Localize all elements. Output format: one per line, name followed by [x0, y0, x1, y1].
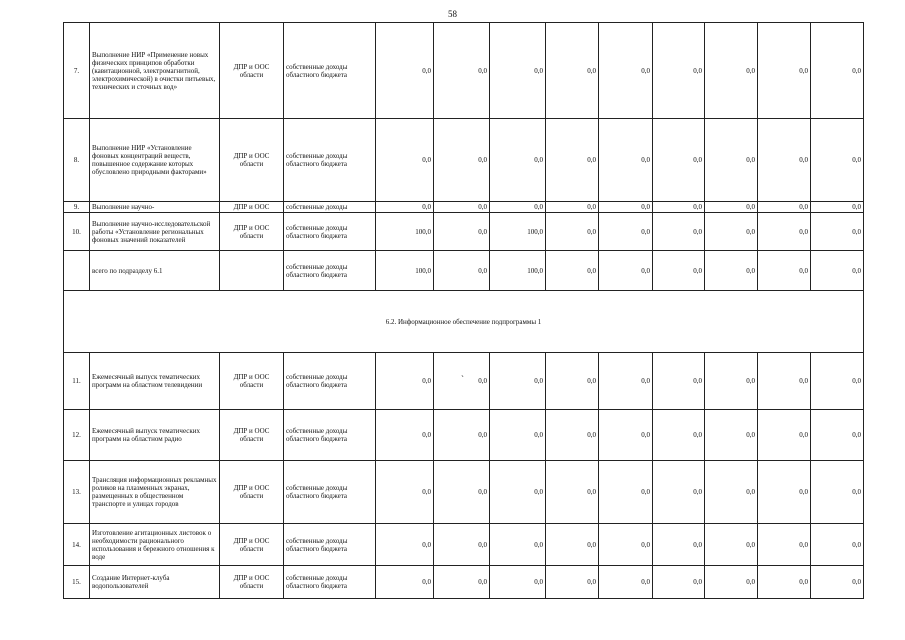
- amount-cell: [376, 213, 434, 251]
- row-number-text: 13.: [72, 488, 81, 496]
- activity-name-text: Выполнение научно-исследовательской работы «Установление региональных фоновых значений показателей: [92, 219, 211, 244]
- amount-cell-text: 0,0: [641, 227, 650, 236]
- budget-table: [63, 22, 864, 599]
- amount-cell: [811, 119, 864, 202]
- amount-cell-text: 0,0: [422, 377, 431, 385]
- amount-cell-text: 0,0: [746, 227, 755, 236]
- funding-source-text: собственные доходы областного бюджета: [286, 62, 348, 79]
- activity-name: [90, 461, 220, 524]
- table-row: [64, 566, 864, 599]
- amount-cell-text: 0,0: [746, 266, 755, 275]
- amount-cell: [546, 251, 599, 291]
- amount-cell-text: 0,0: [799, 266, 808, 275]
- row-number-text: 11.: [72, 377, 81, 385]
- funding-source: [284, 23, 376, 119]
- amount-cell-text: 0,0: [746, 203, 755, 211]
- funding-source: [284, 410, 376, 461]
- executor: [220, 410, 284, 461]
- amount-cell: [653, 410, 705, 461]
- executor-text: ДПР и ООС: [233, 203, 270, 211]
- amount-cell-text: 0,0: [587, 203, 596, 211]
- amount-cell: [705, 202, 758, 213]
- funding-source: [284, 566, 376, 599]
- amount-cell-text: 0,0: [534, 377, 543, 385]
- amount-cell-text: 0,0: [693, 266, 702, 275]
- amount-cell: [811, 251, 864, 291]
- amount-cell: [811, 353, 864, 410]
- amount-cell-text: 0,0: [534, 431, 543, 439]
- executor: [220, 23, 284, 119]
- activity-name-text: всего по подразделу 6.1: [92, 266, 163, 275]
- row-number: [64, 566, 90, 599]
- table-row: [64, 461, 864, 524]
- amount-cell-text: 0,0: [852, 66, 861, 75]
- amount-cell-text: 0,0: [641, 431, 650, 439]
- amount-cell: [599, 410, 653, 461]
- amount-cell-text: 0,0: [799, 203, 808, 211]
- page-number: 58: [448, 9, 457, 19]
- amount-cell: [653, 461, 705, 524]
- amount-cell: [811, 566, 864, 599]
- amount-cell-text: 0,0: [852, 431, 861, 439]
- amount-cell: [599, 202, 653, 213]
- row-number-text: 7.: [73, 66, 80, 75]
- amount-cell-text: 0,0: [478, 203, 487, 211]
- amount-cell-text: 0,0: [799, 431, 808, 439]
- section-title: 6.2. Информационное обеспечение подпрограммы 1: [64, 291, 864, 353]
- amount-cell: [490, 213, 546, 251]
- table-row: [64, 202, 864, 213]
- amount-cell-text: 0,0: [534, 203, 543, 211]
- amount-cell-text: 0,0: [478, 377, 487, 385]
- amount-cell: [546, 566, 599, 599]
- amount-cell-text: 0,0: [852, 578, 861, 586]
- amount-cell: [758, 119, 811, 202]
- amount-cell: [599, 461, 653, 524]
- amount-cell: [434, 213, 490, 251]
- amount-cell-text: 0,0: [746, 578, 755, 586]
- amount-cell-text: 0,0: [852, 488, 861, 496]
- amount-cell-text: 0,0: [641, 266, 650, 275]
- funding-source-text: собственные доходы областного бюджета: [286, 373, 348, 389]
- amount-cell: [376, 566, 434, 599]
- amount-cell-text: 0,0: [587, 431, 596, 439]
- amount-cell: [546, 23, 599, 119]
- amount-cell-text: 0,0: [852, 266, 861, 275]
- amount-cell-text: 0,0: [478, 431, 487, 439]
- amount-cell: [653, 251, 705, 291]
- executor: [220, 251, 284, 291]
- row-number: [64, 251, 90, 291]
- section-row: [64, 291, 864, 353]
- amount-cell-text: 0,0: [746, 377, 755, 385]
- amount-cell: [546, 524, 599, 566]
- amount-cell-text: 0,0: [422, 156, 431, 164]
- amount-cell-text: 0,0: [422, 431, 431, 439]
- activity-name-text: Создание Интернет-клуба водопользователей: [92, 574, 170, 590]
- activity-name: [90, 410, 220, 461]
- executor-text: ДПР и ООС области: [233, 152, 270, 168]
- amount-cell: [434, 566, 490, 599]
- amount-cell-text: 0,0: [534, 488, 543, 496]
- amount-cell-text: 0,0: [422, 488, 431, 496]
- amount-cell-text: 0,0: [587, 266, 596, 275]
- amount-cell-text: 0,0: [587, 227, 596, 236]
- amount-cell: [599, 213, 653, 251]
- amount-cell: [599, 251, 653, 291]
- row-number: [64, 119, 90, 202]
- amount-cell: [599, 353, 653, 410]
- amount-cell-text: 0,0: [422, 578, 431, 586]
- executor-text: ДПР и ООС области: [233, 62, 270, 79]
- executor-text: ДПР и ООС области: [233, 484, 270, 500]
- amount-cell: [705, 524, 758, 566]
- amount-cell: [811, 202, 864, 213]
- amount-cell: [599, 119, 653, 202]
- amount-cell-text: 0,0: [852, 156, 861, 164]
- row-number: [64, 202, 90, 213]
- funding-source: [284, 213, 376, 251]
- table-row: [64, 524, 864, 566]
- amount-cell: [705, 213, 758, 251]
- amount-cell: [758, 461, 811, 524]
- amount-cell-text: 0,0: [534, 578, 543, 586]
- amount-cell: [653, 213, 705, 251]
- amount-cell: [546, 461, 599, 524]
- executor: [220, 524, 284, 566]
- amount-cell-text: 0,0: [852, 377, 861, 385]
- amount-cell: [705, 119, 758, 202]
- funding-source: [284, 119, 376, 202]
- executor-text: ДПР и ООС области: [233, 427, 270, 443]
- amount-cell: [434, 119, 490, 202]
- amount-cell-text: 0,0: [799, 488, 808, 496]
- amount-cell-text: 0,0: [478, 227, 487, 236]
- row-number: [64, 524, 90, 566]
- activity-name-text: Ежемесячный выпуск тематических программ на областном радио: [92, 427, 200, 443]
- amount-cell: [490, 461, 546, 524]
- amount-cell: [705, 251, 758, 291]
- activity-name: [90, 524, 220, 566]
- activity-name: [90, 202, 220, 213]
- amount-cell: [376, 353, 434, 410]
- amount-cell: [376, 410, 434, 461]
- amount-cell-text: 0,0: [693, 66, 702, 75]
- amount-cell: [653, 23, 705, 119]
- amount-cell: [490, 524, 546, 566]
- activity-name: [90, 566, 220, 599]
- amount-cell: [376, 251, 434, 291]
- funding-source: [284, 461, 376, 524]
- amount-cell: [376, 202, 434, 213]
- amount-cell: [653, 119, 705, 202]
- amount-cell: [811, 213, 864, 251]
- activity-name-text: Ежемесячный выпуск тематических программ на областном телевидении: [92, 373, 203, 389]
- activity-name-text: Выполнение НИР «Установление фоновых концентраций веществ, повышенное содержание которых обусловлено природными факторами»: [92, 144, 207, 176]
- amount-cell-text: 0,0: [641, 540, 650, 549]
- row-number: [64, 213, 90, 251]
- amount-cell-text: 0,0: [746, 431, 755, 439]
- executor: [220, 461, 284, 524]
- amount-cell-text: 0,0: [478, 266, 487, 275]
- table-row: [64, 23, 864, 119]
- amount-cell: [546, 353, 599, 410]
- amount-cell: [758, 23, 811, 119]
- amount-cell-text: 100,0: [415, 266, 431, 275]
- activity-name: [90, 353, 220, 410]
- amount-cell-text: 0,0: [641, 488, 650, 496]
- funding-source: [284, 202, 376, 213]
- amount-cell: [599, 524, 653, 566]
- amount-cell: [546, 202, 599, 213]
- executor: [220, 353, 284, 410]
- amount-cell: [705, 23, 758, 119]
- amount-cell-text: 0,0: [852, 540, 861, 549]
- amount-cell: [490, 353, 546, 410]
- funding-source-text: собственные доходы: [286, 203, 348, 211]
- amount-cell-text: 0,0: [693, 488, 702, 496]
- amount-cell-text: 0,0: [478, 156, 487, 164]
- amount-cell-text: 0,0: [641, 203, 650, 211]
- amount-cell-text: 0,0: [746, 488, 755, 496]
- amount-cell-text: 0,0: [641, 377, 650, 385]
- amount-cell: [490, 410, 546, 461]
- row-number-text: 9.: [73, 203, 80, 211]
- row-number-text: 14.: [72, 540, 81, 549]
- amount-cell: [758, 410, 811, 461]
- amount-cell-text: 0,0: [852, 203, 861, 211]
- amount-cell-text: 0,0: [799, 377, 808, 385]
- activity-name: [90, 23, 220, 119]
- amount-cell-text: 100,0: [527, 266, 543, 275]
- row-number-text: 15.: [72, 578, 81, 586]
- amount-cell: [599, 566, 653, 599]
- amount-cell: [434, 202, 490, 213]
- amount-cell-text: 0,0: [478, 540, 487, 549]
- amount-cell-text: 0,0: [587, 156, 596, 164]
- amount-cell: [490, 202, 546, 213]
- amount-cell-text: 0,0: [422, 203, 431, 211]
- amount-cell: [546, 119, 599, 202]
- row-number-text: 12.: [72, 431, 81, 439]
- funding-source-text: собственные доходы областного бюджета: [286, 574, 348, 590]
- activity-name-text: Изготовление агитационных листовок о необходимости рационального использования и бережного отношения к воде: [92, 528, 215, 561]
- amount-cell-text: 0,0: [799, 227, 808, 236]
- amount-cell: [758, 524, 811, 566]
- amount-cell: [376, 524, 434, 566]
- activity-name-text: Выполнение НИР «Применение новых физических принципов обработки (кавитационной, электромагнитной, электрохимической) в очистки питьевых, технических и сточных вод»: [92, 50, 216, 91]
- amount-cell: [490, 119, 546, 202]
- funding-source-text: собственные доходы областного бюджета: [286, 152, 348, 168]
- activity-name: [90, 119, 220, 202]
- amount-cell-text: 0,0: [587, 578, 596, 586]
- amount-cell-text: 0,0: [799, 578, 808, 586]
- amount-cell-text: 0,0: [478, 66, 487, 75]
- row-number-text: 10.: [72, 227, 81, 236]
- funding-source: [284, 524, 376, 566]
- funding-source: [284, 353, 376, 410]
- executor: [220, 202, 284, 213]
- amount-cell: [653, 566, 705, 599]
- amount-cell-text: 0,0: [587, 488, 596, 496]
- amount-cell: [653, 202, 705, 213]
- amount-cell: [811, 524, 864, 566]
- funding-source-text: собственные доходы областного бюджета: [286, 262, 348, 279]
- amount-cell: [490, 23, 546, 119]
- amount-cell: [758, 251, 811, 291]
- amount-cell-text: 0,0: [587, 540, 596, 549]
- amount-cell-text: 0,0: [534, 66, 543, 75]
- amount-cell-text: 0,0: [693, 431, 702, 439]
- amount-cell: [811, 410, 864, 461]
- amount-cell-text: 0,0: [746, 156, 755, 164]
- amount-cell-text: 0,0: [534, 540, 543, 549]
- row-number: [64, 23, 90, 119]
- amount-cell-text: 0,0: [422, 540, 431, 549]
- amount-cell: [490, 566, 546, 599]
- executor-text: ДПР и ООС области: [233, 536, 270, 553]
- executor-text: ДПР и ООС области: [233, 574, 270, 590]
- amount-cell-text: 0,0: [422, 66, 431, 75]
- amount-cell-text: 100,0: [415, 227, 431, 236]
- amount-cell-text: 0,0: [478, 488, 487, 496]
- amount-cell: [705, 353, 758, 410]
- amount-cell-text: 0,0: [534, 156, 543, 164]
- amount-cell: [705, 410, 758, 461]
- amount-cell-text: 0,0: [693, 578, 702, 586]
- amount-cell-text: 0,0: [746, 540, 755, 549]
- amount-cell: [434, 23, 490, 119]
- amount-cell: [758, 353, 811, 410]
- amount-cell-text: 0,0: [587, 377, 596, 385]
- table-row: [64, 213, 864, 251]
- row-number: [64, 410, 90, 461]
- activity-name-text: Трансляция информационных рекламных роликов на плазменных экранах, размещенных в общественном транспорте и улицах городов: [92, 476, 217, 508]
- amount-cell-text: 0,0: [641, 156, 650, 164]
- amount-cell-text: 0,0: [693, 540, 702, 549]
- activity-name-text: Выполнение научно-: [92, 203, 155, 211]
- amount-cell-text: 0,0: [746, 66, 755, 75]
- amount-cell-text: 0,0: [799, 540, 808, 549]
- amount-cell-text: 0,0: [587, 66, 596, 75]
- amount-cell: [653, 524, 705, 566]
- amount-cell: [811, 23, 864, 119]
- row-number: [64, 353, 90, 410]
- executor: [220, 566, 284, 599]
- amount-cell-text: 0,0: [799, 156, 808, 164]
- executor-text: ДПР и ООС области: [233, 373, 270, 389]
- amount-cell: [758, 202, 811, 213]
- amount-cell-text: 0,0: [478, 578, 487, 586]
- amount-cell-text: 0,0: [693, 377, 702, 385]
- funding-source-text: собственные доходы областного бюджета: [286, 223, 348, 240]
- table-row: [64, 119, 864, 202]
- amount-cell: [705, 461, 758, 524]
- amount-cell: [434, 524, 490, 566]
- row-number: [64, 461, 90, 524]
- executor: [220, 213, 284, 251]
- amount-cell: [705, 566, 758, 599]
- executor-text: ДПР и ООС области: [233, 223, 270, 240]
- table-row: [64, 251, 864, 291]
- amount-cell: [758, 566, 811, 599]
- stray-mark: `: [461, 374, 464, 384]
- amount-cell: [653, 353, 705, 410]
- amount-cell-text: 0,0: [693, 227, 702, 236]
- amount-cell: [546, 213, 599, 251]
- amount-cell-text: 100,0: [527, 227, 543, 236]
- amount-cell: [811, 461, 864, 524]
- funding-source-text: собственные доходы областного бюджета: [286, 536, 348, 553]
- amount-cell-text: 0,0: [693, 156, 702, 164]
- amount-cell: [758, 213, 811, 251]
- activity-name: [90, 213, 220, 251]
- amount-cell: [434, 251, 490, 291]
- funding-source-text: собственные доходы областного бюджета: [286, 484, 348, 500]
- amount-cell: [599, 23, 653, 119]
- amount-cell: [376, 23, 434, 119]
- funding-source: [284, 251, 376, 291]
- amount-cell-text: 0,0: [852, 227, 861, 236]
- funding-source-text: собственные доходы областного бюджета: [286, 427, 348, 443]
- activity-name: [90, 251, 220, 291]
- amount-cell: [490, 251, 546, 291]
- amount-cell-text: 0,0: [641, 578, 650, 586]
- executor: [220, 119, 284, 202]
- amount-cell-text: 0,0: [799, 66, 808, 75]
- amount-cell-text: 0,0: [693, 203, 702, 211]
- amount-cell: [546, 410, 599, 461]
- amount-cell: [434, 461, 490, 524]
- amount-cell-text: 0,0: [641, 66, 650, 75]
- amount-cell: [376, 461, 434, 524]
- table-row: [64, 410, 864, 461]
- amount-cell: [434, 410, 490, 461]
- amount-cell: [376, 119, 434, 202]
- row-number-text: 8.: [73, 156, 80, 164]
